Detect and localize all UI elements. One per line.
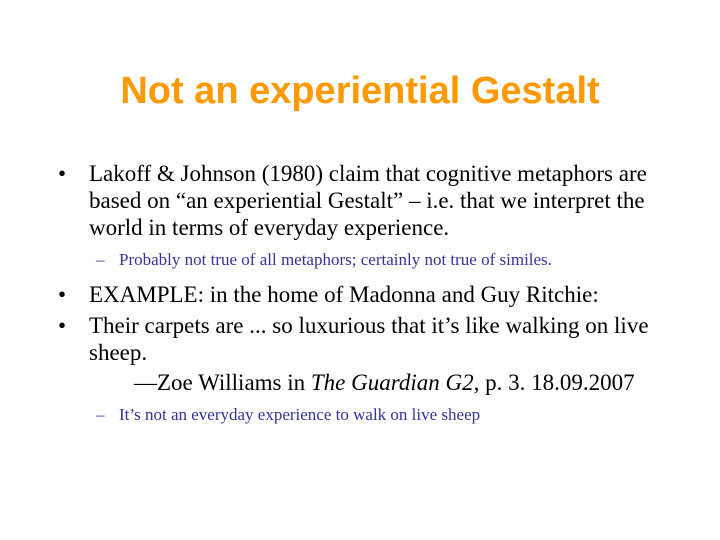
- bullet-marker: •: [58, 313, 67, 338]
- sub-bullet-marker: –: [96, 405, 105, 424]
- sub-bullet-marker: –: [96, 250, 105, 269]
- sub-bullet-text: It’s not an everyday experience to walk on live sheep: [119, 405, 481, 424]
- sub-bullet-item: [58, 249, 678, 271]
- bullet-item: [58, 312, 678, 366]
- bullet-text: Lakoff & Johnson (1980) claim that cognitive metaphors are based on “an experiential Gestalt” – i.e. that we interpret the world in terms of everyday experience.: [89, 161, 647, 240]
- attribution-prefix: —Zoe Williams in: [134, 370, 311, 395]
- sub-bullet-item: [58, 404, 678, 426]
- quote-attribution: [58, 369, 678, 396]
- attribution-suffix: , p. 3. 18.09.2007: [473, 370, 635, 395]
- slide-title: Not an experiential Gestalt: [120, 70, 600, 112]
- bullet-item: [58, 160, 678, 241]
- bullet-text: Their carpets are ... so luxurious that it’s like walking on live sheep.: [89, 313, 649, 365]
- attribution-source: The Guardian G2: [310, 370, 474, 395]
- bullet-marker: •: [58, 161, 67, 186]
- bullet-item: [58, 281, 678, 308]
- bullet-marker: •: [58, 282, 67, 307]
- slide-body: [58, 160, 678, 426]
- sub-bullet-text: Probably not true of all metaphors; certainly not true of similes.: [119, 250, 552, 269]
- bullet-text: EXAMPLE: in the home of Madonna and Guy Ritchie:: [89, 282, 599, 307]
